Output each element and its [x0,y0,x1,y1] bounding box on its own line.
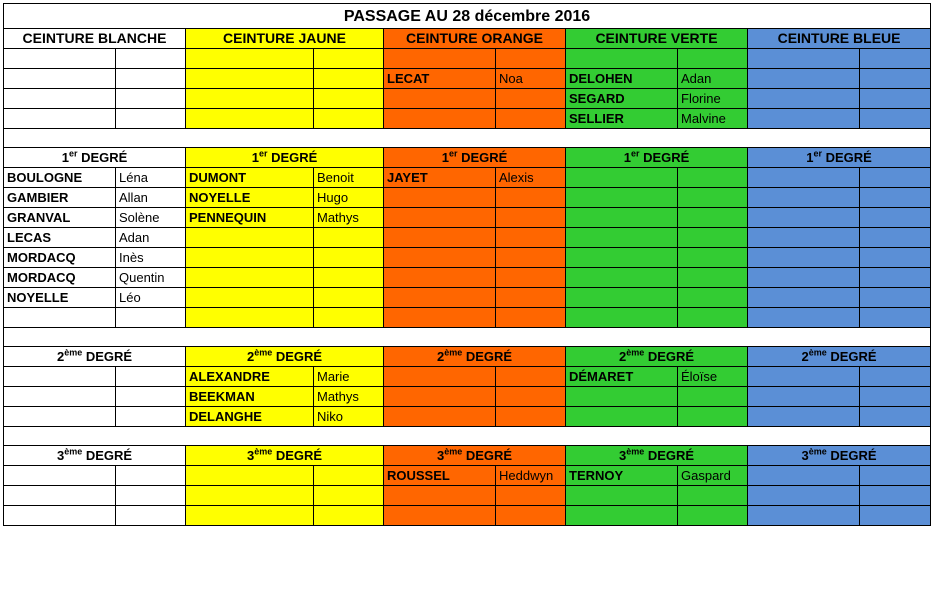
student-row [4,387,931,407]
last-name-cell[interactable] [4,69,116,89]
degree-header-row [4,148,931,168]
last-name-cell[interactable] [4,49,116,69]
last-name-cell[interactable] [384,49,496,69]
student-row [4,288,931,308]
last-name-cell[interactable] [748,506,860,526]
first-name-cell[interactable] [860,89,931,109]
spacer-cell[interactable] [4,427,931,446]
first-name-cell[interactable]: Adan [116,228,186,248]
degree-header[interactable] [186,148,384,168]
first-name-cell[interactable] [496,49,566,69]
degree-label: DEGRÉ [272,448,323,463]
last-name-cell[interactable]: ROUSSEL [384,466,496,486]
belt-header-row [4,29,931,49]
degree-suffix: ème [64,446,83,457]
degree-suffix: ème [444,347,463,358]
last-name-cell[interactable]: DÉMARET [566,367,678,387]
first-name-cell[interactable] [116,387,186,407]
first-name-cell[interactable] [116,486,186,506]
first-name-cell[interactable]: Florine [678,89,748,109]
first-name-cell[interactable] [678,308,748,328]
first-name-cell[interactable] [496,208,566,228]
degree-label: DEGRÉ [462,349,513,364]
first-name-cell[interactable] [860,228,931,248]
last-name-cell[interactable] [4,387,116,407]
first-name-cell[interactable] [496,228,566,248]
first-name-cell[interactable] [860,407,931,427]
first-name-cell[interactable]: Mathys [314,387,384,407]
last-name-cell[interactable] [748,486,860,506]
first-name-cell[interactable]: Inès [116,248,186,268]
first-name-cell[interactable] [678,228,748,248]
student-row [4,109,931,129]
degree-number: 1 [251,150,259,165]
student-row [4,228,931,248]
student-row [4,208,931,228]
sheet-title[interactable]: PASSAGE AU 28 décembre 2016 [4,4,931,29]
degree-label: DEGRÉ [457,150,508,165]
first-name-cell[interactable] [860,69,931,89]
first-name-cell[interactable] [116,407,186,427]
last-name-cell[interactable] [4,486,116,506]
belt-header-0[interactable]: CEINTURE BLANCHE [4,29,186,49]
degree-number: 1 [441,150,449,165]
degree-header[interactable] [186,347,384,367]
student-row [4,466,931,486]
first-name-cell[interactable] [314,228,384,248]
first-name-cell[interactable] [314,486,384,506]
first-name-cell[interactable] [678,49,748,69]
last-name-cell[interactable] [384,208,496,228]
degree-number: 2 [618,349,627,364]
first-name-cell[interactable] [496,268,566,288]
student-row [4,486,931,506]
last-name-cell[interactable] [186,486,314,506]
last-name-cell[interactable] [186,466,314,486]
last-name-cell[interactable] [384,407,496,427]
degree-header[interactable] [748,148,931,168]
last-name-cell[interactable] [384,109,496,129]
last-name-cell[interactable] [186,89,314,109]
degree-suffix: er [68,148,78,159]
last-name-cell[interactable] [384,486,496,506]
last-name-cell[interactable] [748,407,860,427]
first-name-cell[interactable] [314,506,384,526]
last-name-cell[interactable] [384,367,496,387]
last-name-cell[interactable] [566,486,678,506]
last-name-cell[interactable] [748,268,860,288]
last-name-cell[interactable] [566,168,678,188]
last-name-cell[interactable]: BEEKMAN [186,387,314,407]
first-name-cell[interactable]: Gaspard [678,466,748,486]
first-name-cell[interactable] [496,367,566,387]
degree-number: 1 [806,150,814,165]
last-name-cell[interactable] [566,208,678,228]
last-name-cell[interactable]: JAYET [384,168,496,188]
first-name-cell[interactable] [678,168,748,188]
last-name-cell[interactable] [384,188,496,208]
first-name-cell[interactable] [860,188,931,208]
degree-number: 2 [246,349,255,364]
spacer-cell[interactable] [4,328,931,347]
degree-number: 3 [246,448,255,463]
first-name-cell[interactable] [860,367,931,387]
belt-header-3[interactable]: CEINTURE VERTE [566,29,748,49]
last-name-cell[interactable] [186,308,314,328]
last-name-cell[interactable] [566,387,678,407]
last-name-cell[interactable] [566,49,678,69]
last-name-cell[interactable] [186,506,314,526]
degree-number: 1 [61,150,69,165]
last-name-cell[interactable] [748,288,860,308]
last-name-cell[interactable]: MORDACQ [4,248,116,268]
last-name-cell[interactable] [566,308,678,328]
degree-label: DEGRÉ [267,150,318,165]
degree-header[interactable] [4,148,186,168]
student-row [4,268,931,288]
student-row [4,367,931,387]
first-name-cell[interactable] [116,367,186,387]
first-name-cell[interactable] [496,89,566,109]
degree-number: 3 [801,448,809,463]
first-name-cell[interactable] [116,69,186,89]
degree-label: DEGRÉ [644,349,695,364]
degree-label: DEGRÉ [821,150,872,165]
degree-label: DEGRÉ [826,349,877,364]
first-name-cell[interactable] [860,168,931,188]
degree-header[interactable] [748,446,931,466]
last-name-cell[interactable] [566,188,678,208]
degree-suffix: ème [254,347,273,358]
first-name-cell[interactable] [116,466,186,486]
student-row [4,506,931,526]
degree-suffix: ème [808,347,827,358]
first-name-cell[interactable] [678,208,748,228]
first-name-cell[interactable] [314,288,384,308]
first-name-cell[interactable]: Malvine [678,109,748,129]
student-row [4,89,931,109]
first-name-cell[interactable]: Marie [314,367,384,387]
last-name-cell[interactable] [748,228,860,248]
last-name-cell[interactable] [748,466,860,486]
first-name-cell[interactable] [314,466,384,486]
first-name-cell[interactable] [678,268,748,288]
last-name-cell[interactable] [4,466,116,486]
last-name-cell[interactable]: SELLIER [566,109,678,129]
last-name-cell[interactable] [4,109,116,129]
section-spacer [4,427,931,446]
first-name-cell[interactable]: Éloïse [678,367,748,387]
first-name-cell[interactable] [314,89,384,109]
last-name-cell[interactable] [566,288,678,308]
first-name-cell[interactable]: Quentin [116,268,186,288]
first-name-cell[interactable] [116,49,186,69]
first-name-cell[interactable] [314,308,384,328]
first-name-cell[interactable] [860,387,931,407]
degree-number: 3 [56,448,65,463]
last-name-cell[interactable] [566,506,678,526]
first-name-cell[interactable] [496,248,566,268]
last-name-cell[interactable] [566,407,678,427]
first-name-cell[interactable] [678,288,748,308]
degree-header[interactable] [566,148,748,168]
last-name-cell[interactable] [748,109,860,129]
degree-label: DEGRÉ [272,349,323,364]
first-name-cell[interactable] [678,486,748,506]
degree-label: DEGRÉ [82,349,133,364]
last-name-cell[interactable] [186,288,314,308]
first-name-cell[interactable]: Allan [116,188,186,208]
last-name-cell[interactable] [186,268,314,288]
first-name-cell[interactable] [314,109,384,129]
last-name-cell[interactable] [4,308,116,328]
first-name-cell[interactable]: Hugo [314,188,384,208]
last-name-cell[interactable] [384,248,496,268]
last-name-cell[interactable] [566,248,678,268]
belt-header-4[interactable]: CEINTURE BLEUE [748,29,931,49]
first-name-cell[interactable] [314,49,384,69]
degree-label: DEGRÉ [639,150,690,165]
last-name-cell[interactable] [186,109,314,129]
first-name-cell[interactable] [116,89,186,109]
degree-label: DEGRÉ [826,448,877,463]
student-row [4,49,931,69]
last-name-cell[interactable]: DUMONT [186,168,314,188]
first-name-cell[interactable] [116,109,186,129]
first-name-cell[interactable] [860,308,931,328]
last-name-cell[interactable] [384,288,496,308]
degree-header[interactable] [4,347,186,367]
last-name-cell[interactable] [384,308,496,328]
last-name-cell[interactable]: LECAT [384,69,496,89]
degree-number: 2 [56,349,65,364]
belt-header-2[interactable]: CEINTURE ORANGE [384,29,566,49]
degree-label: DEGRÉ [77,150,128,165]
last-name-cell[interactable]: DELANGHE [186,407,314,427]
student-row [4,168,931,188]
last-name-cell[interactable]: MORDACQ [4,268,116,288]
degree-label: DEGRÉ [82,448,133,463]
degree-suffix: ème [444,446,463,457]
last-name-cell[interactable]: NOYELLE [4,288,116,308]
degree-number: 3 [618,448,627,463]
first-name-cell[interactable] [678,248,748,268]
degree-suffix: er [258,148,268,159]
last-name-cell[interactable] [186,69,314,89]
first-name-cell[interactable] [314,268,384,288]
degree-header[interactable] [748,347,931,367]
first-name-cell[interactable]: Mathys [314,208,384,228]
last-name-cell[interactable] [186,248,314,268]
last-name-cell[interactable]: GRANVAL [4,208,116,228]
degree-number: 3 [436,448,445,463]
degree-suffix: er [813,148,822,159]
degree-number: 2 [436,349,445,364]
first-name-cell[interactable] [860,486,931,506]
first-name-cell[interactable]: Niko [314,407,384,427]
first-name-cell[interactable] [860,208,931,228]
first-name-cell[interactable] [496,188,566,208]
first-name-cell[interactable]: Léo [116,288,186,308]
last-name-cell[interactable] [384,89,496,109]
first-name-cell[interactable]: Benoit [314,168,384,188]
first-name-cell[interactable] [860,248,931,268]
first-name-cell[interactable] [314,69,384,89]
belt-header-1[interactable]: CEINTURE JAUNE [186,29,384,49]
spacer-cell[interactable] [4,129,931,148]
last-name-cell[interactable]: DELOHEN [566,69,678,89]
last-name-cell[interactable] [748,208,860,228]
first-name-cell[interactable]: Heddwyn [496,466,566,486]
first-name-cell[interactable] [678,188,748,208]
first-name-cell[interactable] [314,248,384,268]
last-name-cell[interactable] [748,89,860,109]
student-row [4,407,931,427]
first-name-cell[interactable] [860,466,931,486]
last-name-cell[interactable]: GAMBIER [4,188,116,208]
last-name-cell[interactable] [4,506,116,526]
last-name-cell[interactable] [4,89,116,109]
last-name-cell[interactable]: BOULOGNE [4,168,116,188]
degree-suffix: ème [254,446,273,457]
degree-number: 1 [623,150,631,165]
first-name-cell[interactable] [496,486,566,506]
last-name-cell[interactable] [748,367,860,387]
section-spacer [4,129,931,148]
degree-label: DEGRÉ [644,448,695,463]
last-name-cell[interactable] [384,228,496,248]
last-name-cell[interactable] [384,268,496,288]
first-name-cell[interactable] [678,407,748,427]
first-name-cell[interactable] [496,308,566,328]
last-name-cell[interactable] [748,69,860,89]
first-name-cell[interactable] [116,308,186,328]
degree-header[interactable] [566,446,748,466]
first-name-cell[interactable]: Noa [496,69,566,89]
degree-header[interactable] [384,148,566,168]
first-name-cell[interactable] [116,506,186,526]
degree-header[interactable] [4,446,186,466]
last-name-cell[interactable] [384,387,496,407]
student-row [4,248,931,268]
first-name-cell[interactable] [860,506,931,526]
last-name-cell[interactable]: TERNOY [566,466,678,486]
degree-header-row [4,446,931,466]
first-name-cell[interactable] [496,407,566,427]
first-name-cell[interactable] [860,109,931,129]
first-name-cell[interactable] [496,109,566,129]
last-name-cell[interactable] [566,228,678,248]
first-name-cell[interactable] [860,49,931,69]
degree-suffix: ème [64,347,83,358]
last-name-cell[interactable] [748,387,860,407]
last-name-cell[interactable] [748,188,860,208]
belt-promotion-table [3,3,931,526]
degree-header-row [4,347,931,367]
student-row [4,188,931,208]
degree-header[interactable] [384,446,566,466]
last-name-cell[interactable] [748,308,860,328]
first-name-cell[interactable]: Solène [116,208,186,228]
degree-header[interactable] [186,446,384,466]
last-name-cell[interactable] [4,407,116,427]
first-name-cell[interactable] [860,268,931,288]
first-name-cell[interactable] [496,288,566,308]
last-name-cell[interactable]: ALEXANDRE [186,367,314,387]
degree-suffix: ème [626,347,645,358]
degree-suffix: er [448,148,458,159]
last-name-cell[interactable] [748,168,860,188]
last-name-cell[interactable]: LECAS [4,228,116,248]
first-name-cell[interactable] [496,506,566,526]
first-name-cell[interactable]: Alexis [496,168,566,188]
first-name-cell[interactable]: Adan [678,69,748,89]
last-name-cell[interactable]: PENNEQUIN [186,208,314,228]
student-row [4,308,931,328]
last-name-cell[interactable] [186,228,314,248]
degree-label: DEGRÉ [462,448,513,463]
first-name-cell[interactable] [496,387,566,407]
last-name-cell[interactable] [748,248,860,268]
first-name-cell[interactable] [678,387,748,407]
last-name-cell[interactable] [566,268,678,288]
degree-number: 2 [801,349,809,364]
first-name-cell[interactable] [860,288,931,308]
student-row [4,69,931,89]
first-name-cell[interactable]: Léna [116,168,186,188]
first-name-cell[interactable] [678,506,748,526]
degree-suffix: er [630,148,640,159]
degree-suffix: ème [808,446,827,457]
section-spacer [4,328,931,347]
degree-suffix: ème [626,446,645,457]
last-name-cell[interactable]: SEGARD [566,89,678,109]
degree-header[interactable] [566,347,748,367]
last-name-cell[interactable] [186,49,314,69]
degree-header[interactable] [384,347,566,367]
last-name-cell[interactable] [748,49,860,69]
last-name-cell[interactable] [384,506,496,526]
last-name-cell[interactable]: NOYELLE [186,188,314,208]
last-name-cell[interactable] [4,367,116,387]
